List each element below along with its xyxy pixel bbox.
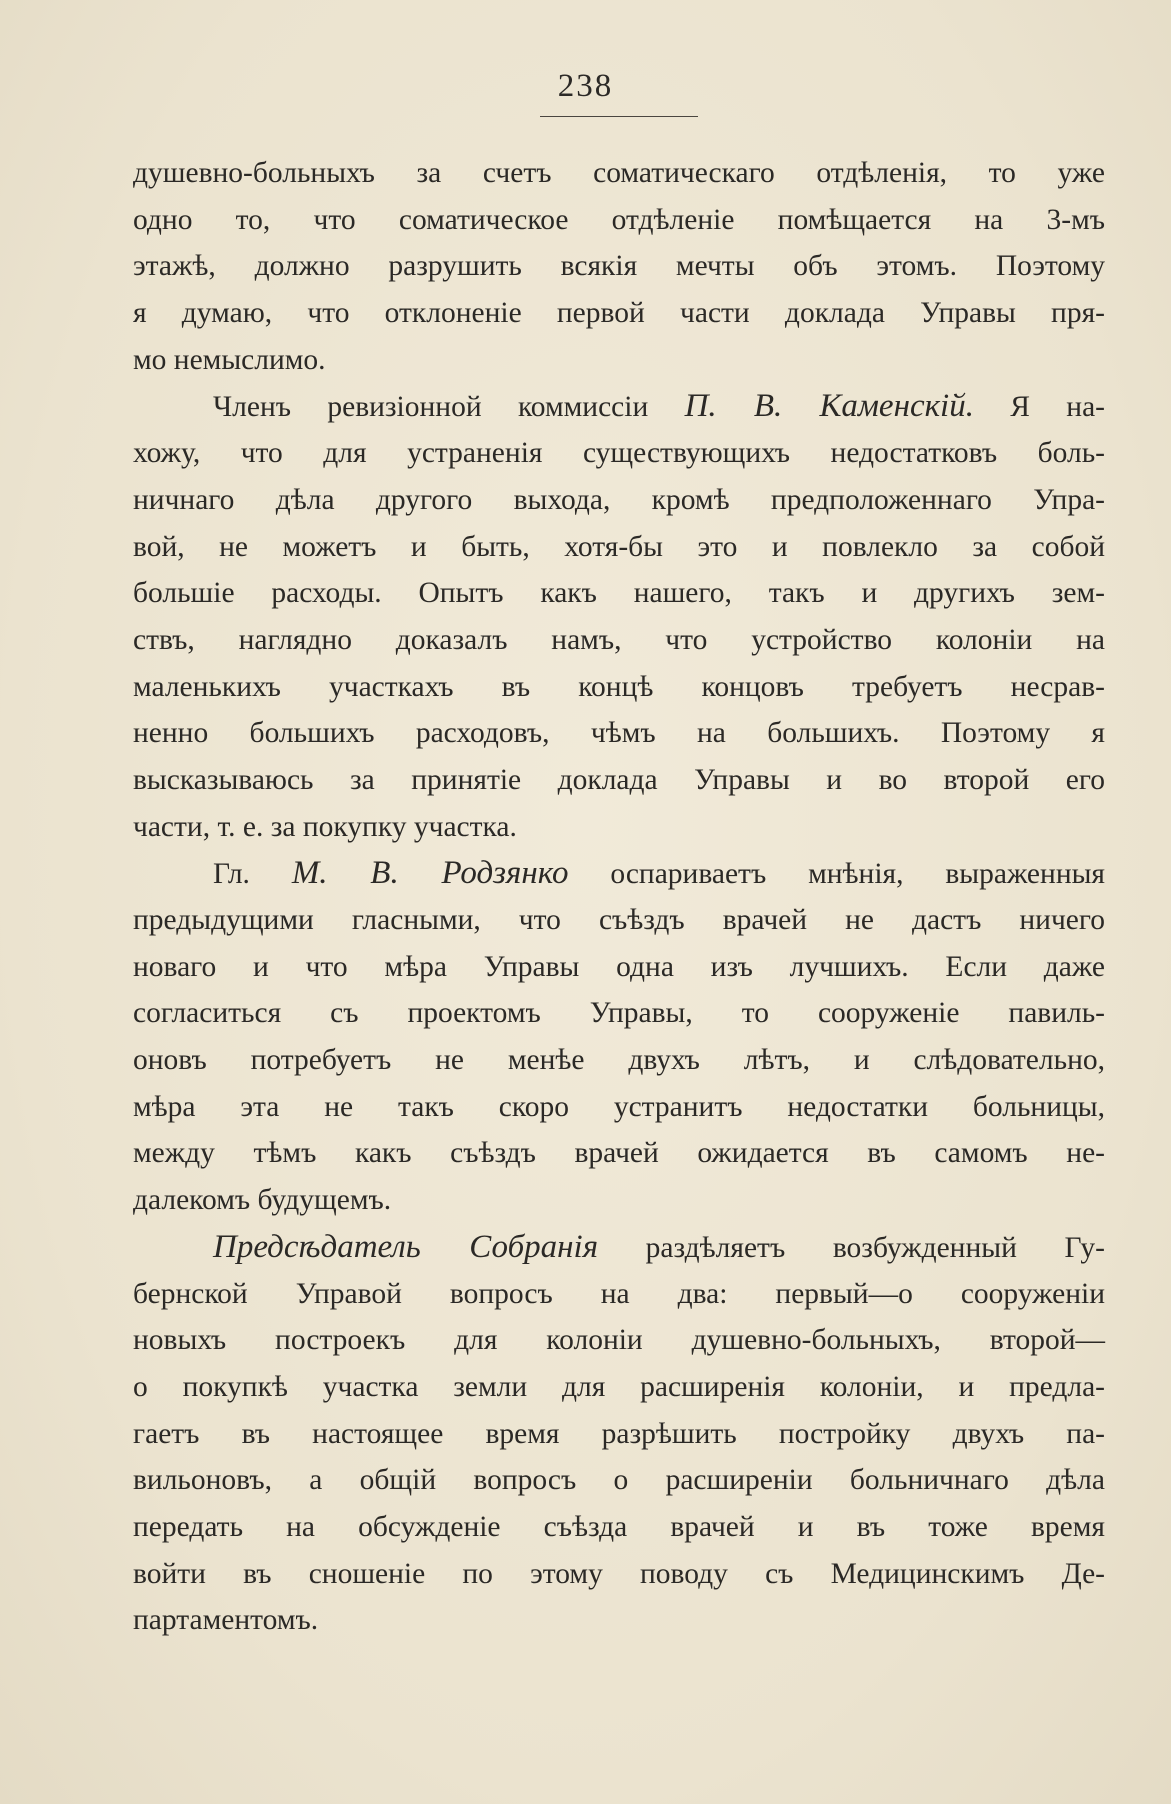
text-line: передать на обсужденіе съѣзда врачей и въ тоже время: [133, 1510, 1105, 1543]
text-line: мо немыслимо.: [133, 343, 326, 376]
line-text-after: раздѣляетъ возбужденный Гу-: [598, 1231, 1105, 1264]
text-line: новаго и что мѣра Управы одна изъ лучшихъ. Если даже: [133, 950, 1105, 983]
speaker-name: П. В. Каменскій.: [684, 388, 974, 425]
text-line: маленькихъ участкахъ въ концѣ концовъ требуетъ несрав-: [133, 670, 1105, 703]
text-line: новыхъ построекъ для колоніи душевно-больныхъ, второй—: [133, 1324, 1105, 1357]
text-line: оновъ потребуетъ не менѣе двухъ лѣтъ, и слѣдовательно,: [133, 1044, 1105, 1077]
text-line: ненно большихъ расходовъ, чѣмъ на большихъ. Поэтому я: [133, 717, 1105, 750]
page-number: 238: [557, 68, 614, 104]
text-line: высказываюсь за принятіе доклада Управы и во второй его: [133, 763, 1105, 796]
text-line: войти въ сношеніе по этому поводу съ Медицинскимъ Де-: [133, 1557, 1105, 1590]
line-text-after: оспариваетъ мнѣнія, выраженныя: [568, 858, 1105, 891]
line-text-before: Гл.: [213, 858, 292, 891]
text-line: мѣра эта не такъ скоро устранитъ недостатки больницы,: [133, 1090, 1105, 1123]
text-line: [133, 383, 1105, 430]
text-line: этажѣ, должно разрушить всякія мечты объ этомъ. Поэтому: [133, 250, 1105, 283]
text-line: вой, не можетъ и быть, хотя-бы это и повлекло за собой: [133, 530, 1105, 563]
text-line: между тѣмъ какъ съѣздъ врачей ожидается въ самомъ не-: [133, 1137, 1105, 1170]
line-text-after: Я на-: [973, 391, 1105, 424]
text-line: о покупкѣ участка земли для расширенія колоніи, и предла-: [133, 1370, 1105, 1403]
text-line: я думаю, что отклоненіе первой части доклада Управы пря-: [133, 297, 1105, 330]
text-line: [133, 1224, 1105, 1271]
line-text-before: Членъ ревизіонной коммиссіи: [213, 391, 685, 424]
text-line: партаментомъ.: [133, 1604, 319, 1637]
text-line: ничнаго дѣла другого выхода, кромѣ предположеннаго Упра-: [133, 483, 1105, 516]
text-line: предыдущими гласными, что съѣздъ врачей не дастъ ничего: [133, 904, 1105, 936]
text-line: ствъ, наглядно доказалъ намъ, что устройство колоніи на: [133, 623, 1105, 656]
header-rule: [540, 116, 698, 117]
text-line: душевно-больныхъ за счетъ соматическаго отдѣленія, то уже: [133, 157, 1105, 189]
text-line: далекомъ будущемъ.: [133, 1184, 392, 1217]
body-text: [133, 150, 1105, 1644]
text-line: согласиться съ проектомъ Управы, то сооруженіе павиль-: [133, 997, 1105, 1030]
text-line: одно то, что соматическое отдѣленіе помѣщается на 3-мъ: [133, 203, 1105, 236]
text-line: гаетъ въ настоящее время разрѣшить постройку двухъ па-: [133, 1417, 1105, 1450]
text-line: вильоновъ, а общій вопросъ о расширеніи больничнаго дѣла: [133, 1464, 1105, 1497]
text-line: бернской Управой вопросъ на два: первый—о сооруженіи: [133, 1277, 1105, 1310]
text-line: [133, 850, 1105, 897]
text-line: хожу, что для устраненія существующихъ недостатковъ боль-: [133, 437, 1105, 470]
speaker-name: Предсѣдатель Собранія: [213, 1228, 599, 1265]
text-line: большіе расходы. Опытъ какъ нашего, такъ и другихъ зем-: [133, 577, 1105, 610]
text-line: части, т. е. за покупку участка.: [133, 810, 517, 843]
speaker-name: М. В. Родзянко: [291, 855, 569, 892]
